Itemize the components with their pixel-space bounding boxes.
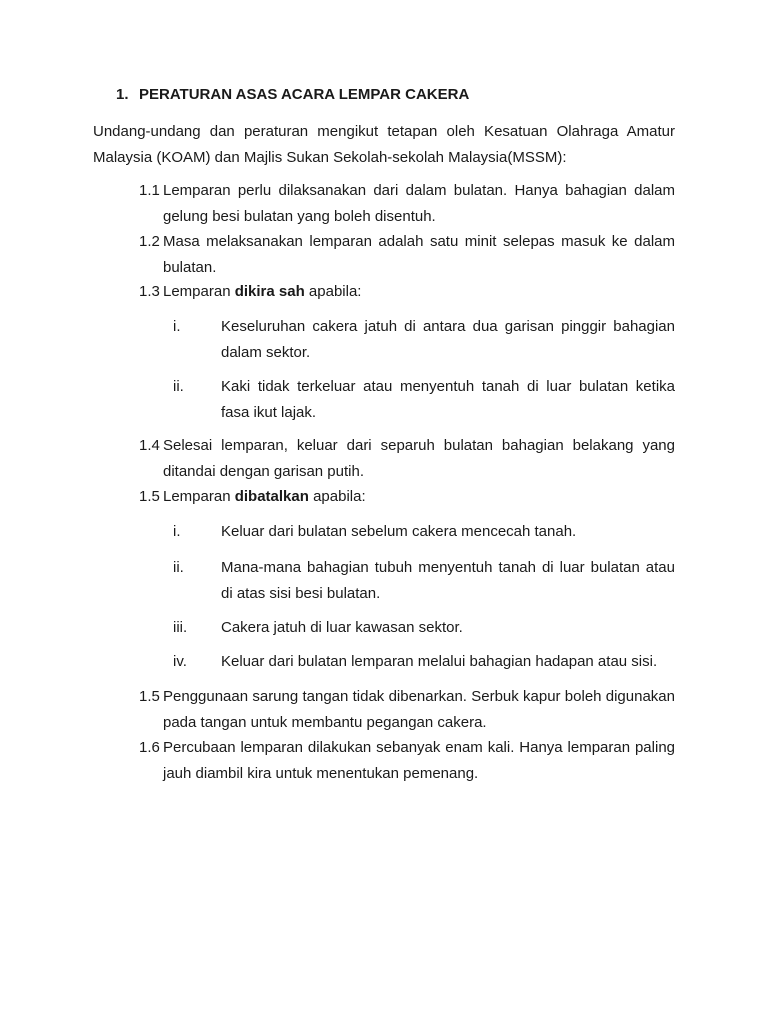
rule-item	[139, 735, 675, 786]
rule-number: 1.2	[139, 233, 160, 250]
sub-list-item	[173, 615, 675, 641]
rule-text: Lemparan dibatalkan apabila:	[163, 488, 366, 505]
section-heading	[116, 86, 469, 103]
roman-numeral: iv.	[173, 653, 187, 670]
sub-item-text: Keluar dari bulatan sebelum cakera mencecah tanah.	[221, 523, 577, 540]
section-number: 1.	[116, 86, 129, 103]
rule-item	[139, 684, 675, 735]
rule-item	[139, 229, 675, 280]
sub-item-text: Keluar dari bulatan lemparan melalui bahagian hadapan atau sisi.	[221, 653, 658, 670]
rule-text: Masa melaksanakan lemparan adalah satu minit selepas masuk ke dalam bulatan.	[163, 233, 675, 276]
rule-item	[139, 484, 675, 510]
sub-item-text: Keseluruhan cakera jatuh di antara dua garisan pinggir bahagian dalam sektor.	[221, 318, 675, 361]
section-title: PERATURAN ASAS ACARA LEMPAR CAKERA	[139, 86, 470, 103]
roman-numeral: i.	[173, 523, 181, 540]
roman-numeral: ii.	[173, 378, 184, 395]
rule-number: 1.5	[139, 488, 160, 505]
emphasis-text: dibatalkan	[234, 488, 309, 505]
rule-number: 1.5	[139, 688, 160, 705]
rule-text: Penggunaan sarung tangan tidak dibenarkan. Serbuk kapur boleh digunakan pada tangan untuk membantu pegangan cakera.	[163, 688, 675, 731]
sub-list-item	[173, 649, 675, 675]
rule-item	[139, 178, 675, 229]
sub-item-text: Cakera jatuh di luar kawasan sektor.	[221, 619, 463, 636]
rule-item	[139, 433, 675, 484]
rule-number: 1.3	[139, 283, 160, 300]
rule-text: Percubaan lemparan dilakukan sebanyak enam kali. Hanya lemparan paling jauh diambil kira untuk menentukan pemenang.	[163, 739, 675, 782]
rule-number: 1.1	[139, 182, 160, 199]
sub-list-item	[173, 314, 675, 365]
sub-list-item	[173, 519, 675, 545]
rule-text: Selesai lemparan, keluar dari separuh bulatan bahagian belakang yang ditandai dengan garisan putih.	[163, 437, 675, 480]
rule-number: 1.4	[139, 437, 160, 454]
sub-list-item	[173, 555, 675, 606]
sub-item-text: Mana-mana bahagian tubuh menyentuh tanah di luar bulatan atau di atas sisi besi bulatan.	[221, 559, 675, 602]
roman-numeral: iii.	[173, 619, 188, 636]
sub-list-item	[173, 374, 675, 425]
sub-item-text: Kaki tidak terkeluar atau menyentuh tanah di luar bulatan ketika fasa ikut lajak.	[221, 378, 675, 421]
rule-text: Lemparan perlu dilaksanakan dari dalam bulatan. Hanya bahagian dalam gelung besi bulatan yang boleh disentuh.	[163, 182, 675, 225]
intro-paragraph: Undang-undang dan peraturan mengikut tetapan oleh Kesatuan Olahraga Amatur Malaysia (KOAM) dan Majlis Sukan Sekolah-sekolah Malaysia(MSSM):	[93, 123, 675, 166]
rule-text: Lemparan dikira sah apabila:	[163, 283, 362, 300]
rule-number: 1.6	[139, 739, 160, 756]
emphasis-text: dikira sah	[234, 283, 305, 300]
rule-item	[139, 279, 675, 305]
roman-numeral: ii.	[173, 559, 184, 576]
roman-numeral: i.	[173, 318, 181, 335]
